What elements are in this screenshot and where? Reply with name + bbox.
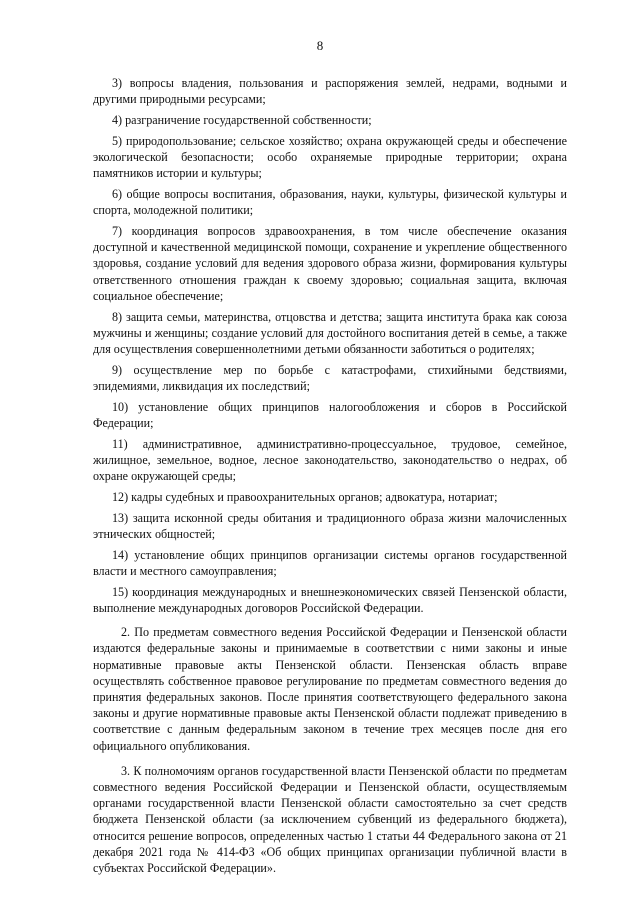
list-item: 7) координация вопросов здравоохранения, в том числе обеспечение оказания доступной и качественной медицинской помощи, сохранение и укрепление общественного здоровья, создание условий для ведения здорового образа жизни, формирования культуры ответственного отношения граждан к своему здоровью; социальная защита, включая социальное обеспечение;: [93, 224, 567, 303]
list-item: 10) установление общих принципов налогообложения и сборов в Российской Федерации;: [93, 399, 567, 431]
document-body: [93, 75, 567, 876]
list-item: 13) защита исконной среды обитания и традиционного образа жизни малочисленных этнических общностей;: [93, 510, 567, 542]
list-item: 15) координация международных и внешнеэкономических связей Пензенской области, выполнение международных договоров Российской Федерации.: [93, 584, 567, 616]
list-item: 6) общие вопросы воспитания, образования, науки, культуры, физической культуры и спорта, молодежной политики;: [93, 187, 567, 218]
list-item: 8) защита семьи, материнства, отцовства и детства; защита института брака как союза мужчины и женщины; создание условий для достойного воспитания детей в семье, а также для осуществления совершеннолетними детьми обязанности заботиться о родителях;: [93, 309, 567, 357]
list-item: 9) осуществление мер по борьбе с катастрофами, стихийными бедствиями, эпидемиями, ликвидация их последствий;: [93, 362, 567, 394]
list-item: 12) кадры судебных и правоохранительных органов; адвокатура, нотариат;: [112, 490, 498, 505]
paragraph: 2. По предметам совместного ведения Российской Федерации и Пензенской области издаются федеральные законы и принимаемые в соответствии с ними законы и иные нормативные правовые акты Пензенской области. Пензенская область вправе осуществлять собственное правовое регулирование по предметам совместного ведения до принятия федеральных законов. После принятия соответствующего федерального закона законы и другие нормативные правовые акты Пензенской области подлежат приведению в соответствие с данным федеральным законом в течение трех месяцев после дня его официального опубликования.: [93, 625, 567, 753]
list-item: 5) природопользование; сельское хозяйство; охрана окружающей среды и обеспечение экологической безопасности; особо охраняемые природные территории; охрана памятников истории и культуры;: [93, 133, 567, 181]
list-item: 4) разграничение государственной собственности;: [112, 113, 372, 127]
paragraph: 3. К полномочиям органов государственной власти Пензенской области по предметам совместного ведения Российской Федерации и Пензенской области, осуществляемым органами государственной власти Пензенской области самостоятельно за счет средств бюджета Пензенской области (за исключением субвенций из федерального бюджета), относится решение вопросов, определенных частью 1 статьи 44 Федерального закона от 21 декабря 2021 года № 414-ФЗ «Об общих принципах организации публичной власти в субъектах Российской Федерации».: [93, 763, 567, 876]
list-item: 14) установление общих принципов организации системы органов государственной власти и местного самоуправления;: [93, 547, 567, 579]
list-item: 3) вопросы владения, пользования и распоряжения землей, недрами, водными и другими природными ресурсами;: [93, 76, 567, 107]
list-item: 11) административное, административно-процессуальное, трудовое, семейное, жилищное, земельное, водное, лесное законодательство, законодательство о недрах, об охране окружающей среды;: [93, 436, 567, 484]
page-number: 8: [316, 38, 324, 53]
